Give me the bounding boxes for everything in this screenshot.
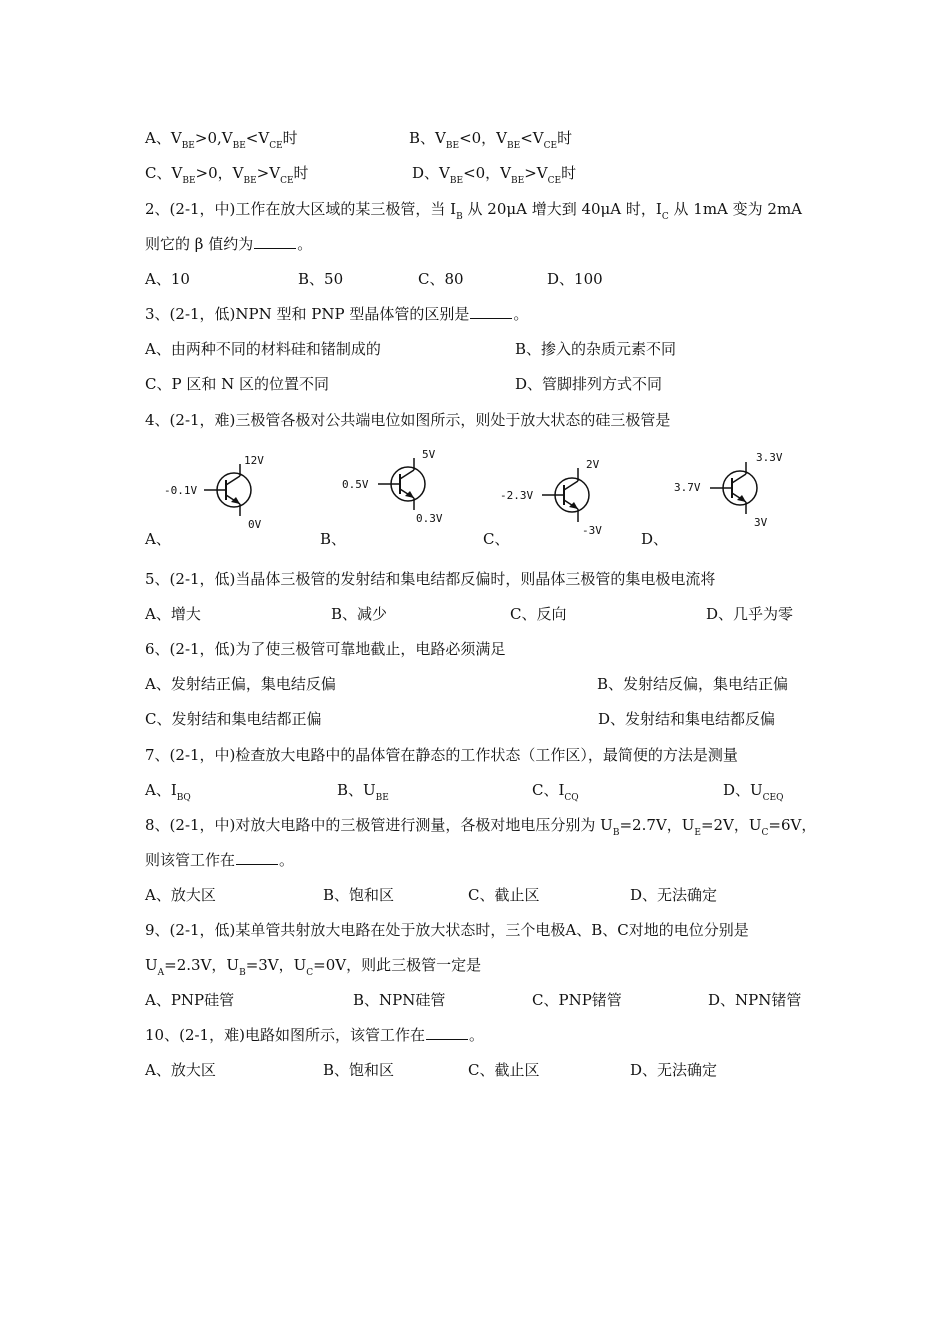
q9-option-c: C、PNP锗管 bbox=[532, 991, 622, 1009]
transistor-figure-b bbox=[338, 446, 458, 531]
q3-option-d: D、管脚排列方式不同 bbox=[515, 375, 663, 393]
q10-option-c: C、截止区 bbox=[468, 1061, 540, 1079]
answer-blank bbox=[236, 852, 278, 865]
answer-blank bbox=[426, 1027, 468, 1040]
emitter-voltage-label: 3V bbox=[754, 516, 768, 529]
base-voltage-label: 3.7V bbox=[674, 481, 701, 494]
q4-option-c: C、 bbox=[483, 530, 510, 548]
q7-stem: 7、(2-1，中)检查放大电路中的晶体管在静态的工作状态（工作区），最简便的方法是测量 bbox=[145, 746, 738, 764]
q1-option-b: B、$V_{BE}<0$，$V_{BE}<V_{CE}$时 bbox=[409, 129, 573, 151]
collector-voltage-label: 12V bbox=[244, 454, 264, 467]
q8-option-d: D、无法确定 bbox=[630, 886, 718, 904]
collector-voltage-label: 2V bbox=[586, 458, 600, 471]
collector-voltage-label: 3.3V bbox=[756, 451, 783, 464]
q6-stem: 6、(2-1，低)为了使三极管可靠地截止，电路必须满足 bbox=[145, 640, 506, 658]
base-voltage-label: -2.3V bbox=[500, 489, 534, 502]
q6-option-c: C、发射结和集电结都正偏 bbox=[145, 710, 322, 728]
transistor-figure-d bbox=[670, 448, 790, 533]
q8-stem-line-2: 则该管工作在 。 bbox=[145, 851, 295, 869]
answer-blank bbox=[470, 306, 512, 319]
q2-stem: 2、(2-1，中)工作在放大区域的某三极管，当 $I_B$ 从 20μA 增大到 40μA 时，$I_C$ 从 1mA 变为 2mA bbox=[145, 200, 803, 222]
q3-option-c: C、P 区和 N 区的位置不同 bbox=[145, 375, 329, 393]
q2-stem-line-2: 则它的 β 值约为 。 bbox=[145, 235, 313, 253]
q6-option-a: A、发射结正偏，集电结反偏 bbox=[145, 675, 336, 693]
emitter-voltage-label: -3V bbox=[582, 524, 602, 537]
emitter-voltage-label: 0V bbox=[248, 518, 262, 531]
q4-option-a: A、 bbox=[145, 530, 171, 548]
q6-option-b: B、发射结反偏，集电结正偏 bbox=[597, 675, 789, 693]
answer-blank bbox=[254, 236, 296, 249]
q10-option-d: D、无法确定 bbox=[630, 1061, 718, 1079]
q9-stem-line-2: $U_A=2.3V$，$U_B=3V$，$U_C=0V$，则此三极管一定是 bbox=[145, 956, 482, 978]
q7-option-c: C、$I_{CQ}$ bbox=[532, 781, 579, 803]
q1-option-a: A、$V_{BE}>0,V_{BE}<V_{CE}$时 bbox=[145, 129, 298, 151]
q8-option-a: A、放大区 bbox=[145, 886, 216, 904]
q7-option-a: A、$I_{BQ}$ bbox=[145, 781, 191, 803]
q2-option-b: B、50 bbox=[298, 270, 344, 288]
q5-stem: 5、(2-1，低)当晶体三极管的发射结和集电结都反偏时，则晶体三极管的集电极电流将 bbox=[145, 570, 716, 588]
base-voltage-label: -0.1V bbox=[164, 484, 198, 497]
q1-option-c: C、$V_{BE}>0$，$V_{BE}>V_{CE}$时 bbox=[145, 164, 309, 186]
q3-option-a: A、由两种不同的材料硅和锗制成的 bbox=[145, 340, 381, 358]
q8-option-c: C、截止区 bbox=[468, 886, 540, 904]
q8-stem: 8、(2-1，中)对放大电路中的三极管进行测量，各极对地电压分别为 $U_B=2.7V$，$U_E=2V$，$U_C=6V$， bbox=[145, 816, 817, 838]
q5-option-a: A、增大 bbox=[145, 605, 201, 623]
q10-option-b: B、饱和区 bbox=[323, 1061, 395, 1079]
q9-option-a: A、PNP硅管 bbox=[145, 991, 235, 1009]
q9-stem: 9、(2-1，低)某单管共射放大电路在处于放大状态时，三个电极A、B、C对地的电位分别是 bbox=[145, 921, 749, 939]
emitter-voltage-label: 0.3V bbox=[416, 512, 443, 525]
q7-option-d: D、$U_{CEQ}$ bbox=[723, 781, 784, 803]
q5-option-b: B、减少 bbox=[331, 605, 388, 623]
q5-option-d: D、几乎为零 bbox=[706, 605, 794, 623]
q7-option-b: B、$U_{BE}$ bbox=[337, 781, 389, 803]
q6-option-d: D、发射结和集电结都反偏 bbox=[598, 710, 776, 728]
transistor-figure-a bbox=[160, 450, 280, 535]
q3-option-b: B、掺入的杂质元素不同 bbox=[515, 340, 677, 358]
q5-option-c: C、反向 bbox=[510, 605, 567, 623]
base-voltage-label: 0.5V bbox=[342, 478, 369, 491]
collector-voltage-label: 5V bbox=[422, 448, 436, 461]
q9-option-d: D、NPN锗管 bbox=[708, 991, 802, 1009]
q9-option-b: B、NPN硅管 bbox=[353, 991, 446, 1009]
q4-option-d: D、 bbox=[641, 530, 669, 548]
q2-option-a: A、10 bbox=[145, 270, 190, 288]
q8-option-b: B、饱和区 bbox=[323, 886, 395, 904]
transistor-figure-c bbox=[500, 456, 620, 541]
q1-option-d: D、$V_{BE}<0$，$V_{BE}>V_{CE}$时 bbox=[412, 164, 577, 186]
q4-option-b: B、 bbox=[320, 530, 347, 548]
q3-stem: 3、(2-1，低)NPN 型和 PNP 型晶体管的区别是 。 bbox=[145, 305, 529, 323]
q2-option-d: D、100 bbox=[547, 270, 603, 288]
q10-stem: 10、(2-1，难)电路如图所示，该管工作在 。 bbox=[145, 1026, 484, 1044]
q10-option-a: A、放大区 bbox=[145, 1061, 216, 1079]
q4-stem: 4、(2-1，难)三极管各极对公共端电位如图所示，则处于放大状态的硅三极管是 bbox=[145, 411, 671, 429]
q2-option-c: C、80 bbox=[418, 270, 464, 288]
